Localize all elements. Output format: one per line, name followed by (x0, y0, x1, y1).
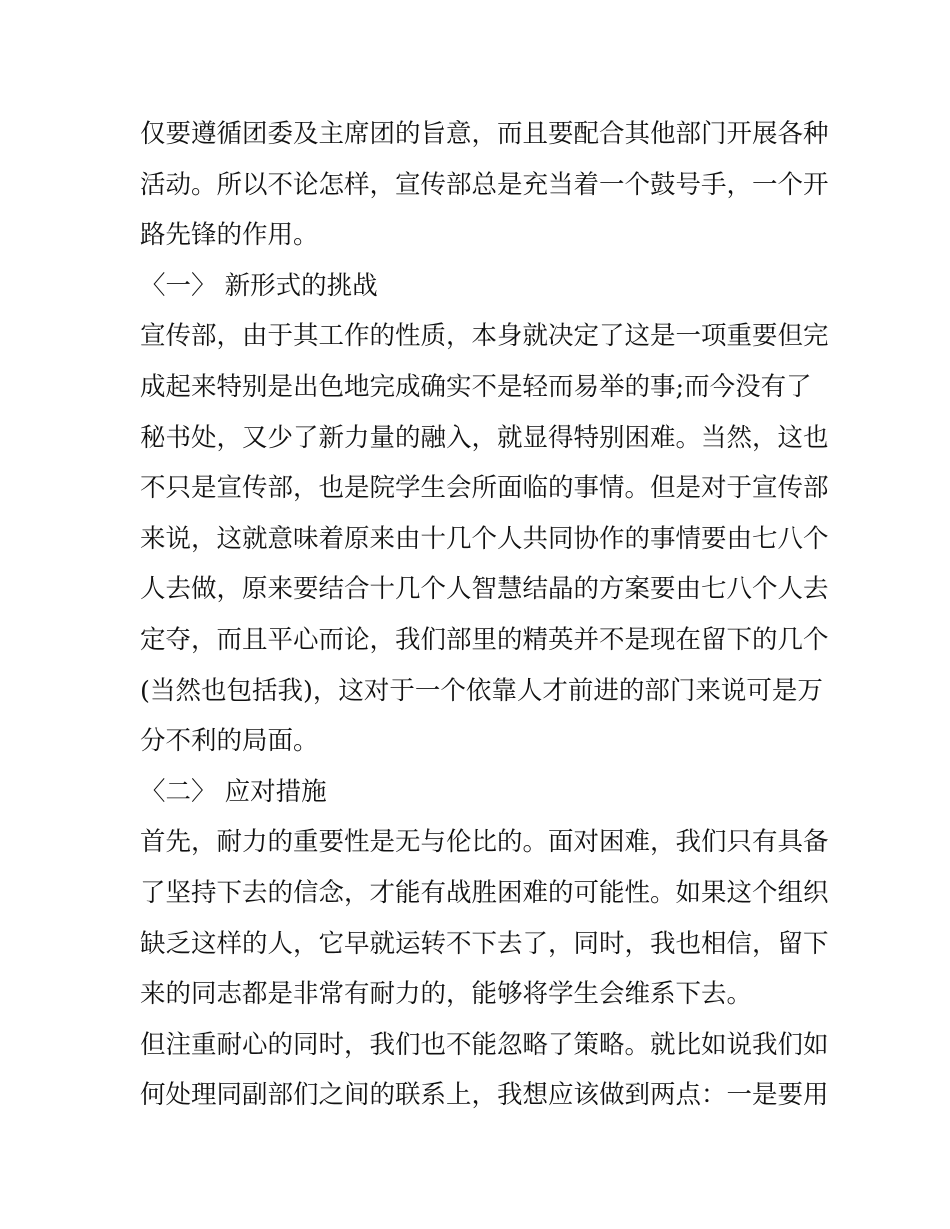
document-body (140, 109, 829, 1121)
text-line: 来说，这就意味着原来由十几个人共同协作的事情要由七八个 (140, 523, 829, 554)
text-line: 路先锋的作用。 (140, 220, 319, 251)
text-line: 成起来特别是出色地完成确实不是轻而易举的事;而今没有了 (140, 371, 812, 402)
text-line: 人去做，原来要结合十几个人智慧结晶的方案要由七八个人去 (140, 574, 829, 605)
text-line: 但注重耐心的同时，我们也不能忽略了策略。就比如说我们如 (140, 1029, 829, 1060)
text-line: 何处理同副部们之间的联系上，我想应该做到两点：一是要用 (140, 1080, 829, 1111)
text-line: 仅要遵循团委及主席团的旨意，而且要配合其他部门开展各种 (140, 119, 829, 149)
section-heading-1: 〈一〉 新形式的挑战 (140, 270, 378, 301)
text-line: 分不利的局面。 (140, 726, 319, 757)
text-line: 定夺，而且平心而论，我们部里的精英并不是现在留下的几个 (140, 624, 829, 655)
text-line: 首先，耐力的重要性是无与伦比的。面对困难，我们只有具备 (140, 827, 829, 858)
text-line: 来的同志都是非常有耐力的，能够将学生会维系下去。 (140, 979, 753, 1010)
text-line: 活动。所以不论怎样，宣传部总是充当着一个鼓号手，一个开 (140, 169, 829, 200)
section-heading-2: 〈二〉 应对措施 (140, 776, 327, 807)
text-line: (当然也包括我)，这对于一个依靠人才前进的部门来说可是万 (140, 675, 823, 706)
text-line: 了坚持下去的信念，才能有战胜困难的可能性。如果这个组织 (140, 877, 829, 908)
text-line: 缺乏这样的人，它早就运转不下去了，同时，我也相信，留下 (140, 928, 829, 959)
text-line: 不只是宣传部，也是院学生会所面临的事情。但是对于宣传部 (140, 473, 829, 504)
text-line: 秘书处，又少了新力量的融入，就显得特别困难。当然，这也 (140, 422, 829, 453)
text-line: 宣传部，由于其工作的性质，本身就决定了这是一项重要但完 (140, 321, 829, 352)
